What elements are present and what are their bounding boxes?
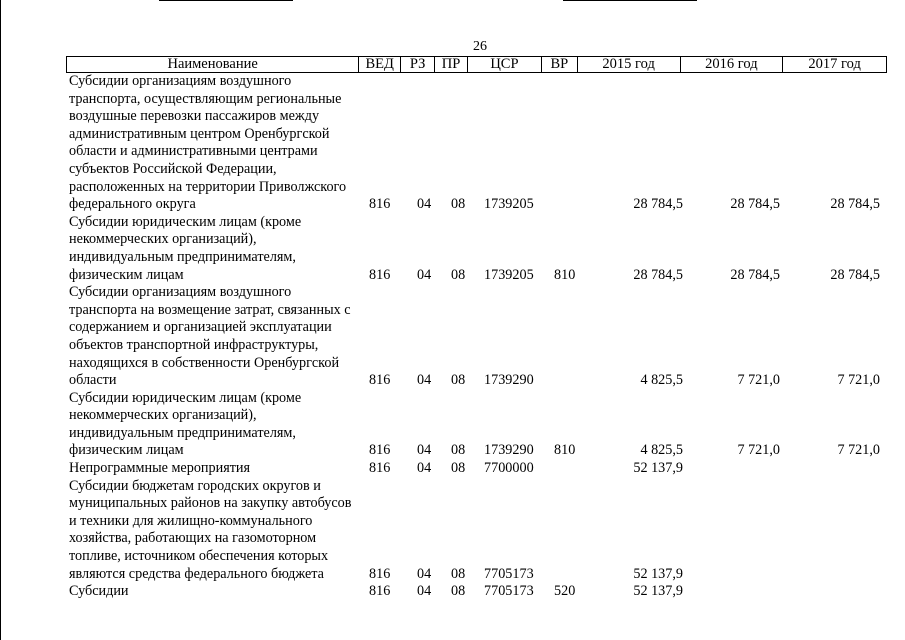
row-pr: 08 (451, 583, 466, 600)
header-name: Наименование (67, 57, 359, 72)
page-number: 26 (473, 39, 487, 54)
row-2016: 28 784,5 (730, 266, 780, 283)
row-rz: 04 (417, 442, 432, 459)
row-rz: 04 (417, 565, 432, 582)
row-2015: 28 784,5 (633, 196, 683, 213)
row-2016: 7 721,0 (737, 372, 780, 389)
row-vr: 520 (554, 583, 576, 600)
row-pr: 08 (451, 196, 466, 213)
row-ved: 816 (369, 196, 391, 213)
row-name: Субсидии юридическим лицам (кроме некоммерческих организаций), индивидуальным предпринимателям, физическим лицам (69, 389, 302, 459)
table-row (0, 583, 905, 601)
table-row (0, 284, 905, 390)
row-vr: 810 (554, 442, 576, 459)
row-rz: 04 (417, 460, 432, 477)
header-rz: РЗ (401, 57, 435, 72)
row-ved: 816 (369, 583, 391, 600)
header-ved: ВЕД (359, 57, 401, 72)
header-csr: ЦСР (468, 57, 542, 72)
row-rz: 04 (417, 372, 432, 389)
scan-edge-mark-left (159, 0, 293, 1)
header-2015: 2015 год (578, 57, 681, 72)
table-row (0, 73, 905, 214)
row-pr: 08 (451, 266, 466, 283)
row-name: Субсидии (69, 583, 129, 600)
row-csr: 1739205 (484, 196, 534, 213)
row-rz: 04 (417, 266, 432, 283)
row-ved: 816 (369, 266, 391, 283)
row-ved: 816 (369, 372, 391, 389)
row-2015: 4 825,5 (640, 372, 683, 389)
row-name: Субсидии бюджетам городских округов и муниципальных районов на закупку автобусов и техники для жилищно-коммунального хозяйства, работающих на газомоторном топливе, источником обеспечения которых являются средства федерального бюджета (69, 477, 352, 582)
row-2017: 28 784,5 (830, 266, 880, 283)
row-ved: 816 (369, 565, 391, 582)
row-2015: 28 784,5 (633, 266, 683, 283)
row-csr: 1739205 (484, 266, 534, 283)
header-2017: 2017 год (808, 56, 861, 72)
table-row (0, 214, 905, 284)
row-csr: 7705173 (484, 583, 534, 600)
row-name: Субсидии организациям воздушного транспорта на возмещение затрат, связанных с содержанием и организацией эксплуатации объектов транспортной инфраструктуры, находящихся в собственности Оренбургской области (69, 284, 351, 389)
row-pr: 08 (451, 565, 466, 582)
row-2017: 28 784,5 (830, 196, 880, 213)
row-2015: 52 137,9 (633, 460, 683, 477)
row-ved: 816 (369, 442, 391, 459)
row-2017: 7 721,0 (837, 372, 880, 389)
row-ved: 816 (369, 460, 391, 477)
scan-edge-mark-right (563, 0, 697, 1)
row-csr: 1739290 (484, 372, 534, 389)
row-csr: 7705173 (484, 565, 534, 582)
row-csr: 7700000 (484, 460, 534, 477)
row-2015: 52 137,9 (633, 583, 683, 600)
row-csr: 1739290 (484, 442, 534, 459)
row-rz: 04 (417, 196, 432, 213)
row-2017: 7 721,0 (837, 442, 880, 459)
row-2015: 52 137,9 (633, 565, 683, 582)
row-pr: 08 (451, 372, 466, 389)
row-vr: 810 (554, 266, 576, 283)
header-vr: ВР (542, 57, 578, 72)
table-row (0, 390, 905, 460)
row-name: Непрограммные мероприятия (69, 460, 251, 477)
table-body (0, 73, 905, 601)
row-2015: 4 825,5 (640, 442, 683, 459)
table-header (66, 56, 887, 73)
table-row (0, 478, 905, 584)
row-2016: 28 784,5 (730, 196, 780, 213)
row-pr: 08 (451, 460, 466, 477)
row-2016: 7 721,0 (737, 442, 780, 459)
row-pr: 08 (451, 442, 466, 459)
row-rz: 04 (417, 583, 432, 600)
table-row (0, 460, 905, 478)
row-name: Субсидии организациям воздушного транспорта, осуществляющим региональные воздушные перевозки пассажиров между административным центром Оренбургской области и административными центрами субъектов Российской Федерации, расположенных на территории Приволжского федерального округа (69, 73, 347, 213)
row-name: Субсидии юридическим лицам (кроме некоммерческих организаций), индивидуальным предпринимателям, физическим лицам (69, 213, 302, 283)
header-2016: 2016 год (681, 57, 784, 72)
header-pr: ПР (435, 57, 468, 72)
